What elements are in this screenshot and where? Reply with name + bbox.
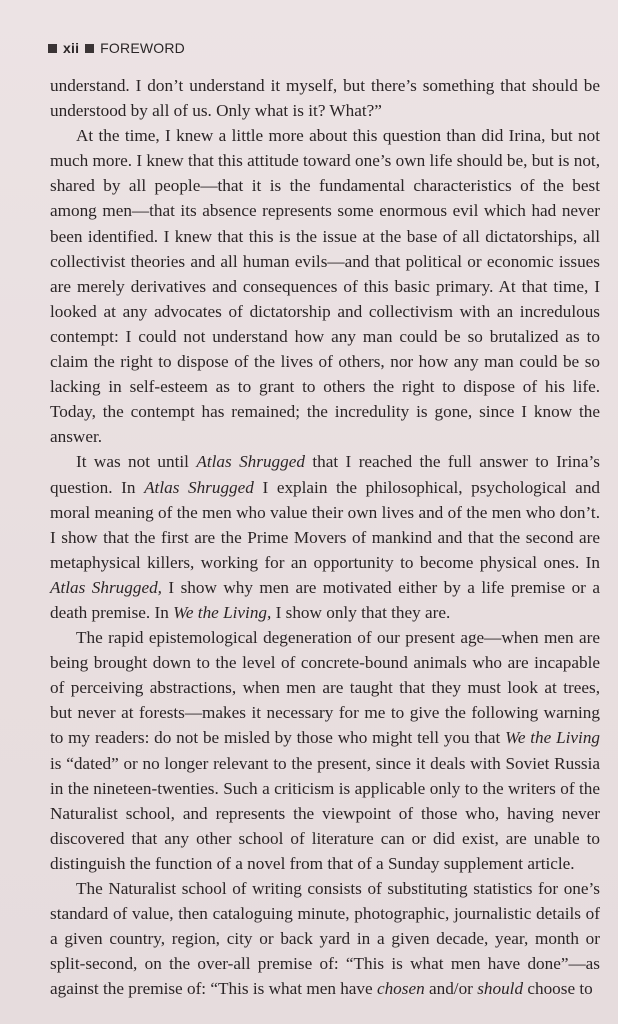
text-run: At the time, I knew a little more about this question than did Irina, but not much more. I knew that this attitude toward one’s own life should be, but is not, shared by all people—that it is the fundamental characteristics of the best among men—that its absence represents some enormous evil which had never been identified. I knew that this is the issue at the base of all dictatorships, all collectivist theories and all human evils—and that political or economic issues are merely derivatives and consequences of this basic primary. At that time, I looked at any advocates of dictatorship and collectivism with an incredulous contempt: I could not understand how any man could be so brutalized as to claim the right to dispose of the lives of others, nor how any man could be so lacking in self-esteem as to grant to others the right to dispose of his life. Today, the contempt has remained; the incredulity is gone, since I know the answer. — [50, 126, 600, 447]
header-square-icon — [85, 44, 94, 53]
text-run: I show only that they are. — [271, 602, 451, 622]
body-text — [50, 73, 600, 1001]
paragraph-5 — [50, 876, 600, 1001]
book-title-italic: Atlas Shrugged — [196, 452, 305, 472]
text-run: I show why men are motivated either by a life premise or a death premise. In — [50, 577, 600, 622]
book-title-italic: Atlas Shrugged — [144, 477, 254, 497]
text-run: choose to — [523, 979, 593, 999]
page-number: xii — [63, 40, 80, 56]
header-square-icon — [48, 44, 57, 53]
paragraph-1 — [50, 73, 600, 123]
book-title-italic: We the Living — [505, 728, 601, 748]
text-run: It was not until — [76, 452, 197, 472]
text-run: understand. I don’t understand it myself, but there’s something that should be understood by all of us. Only what is it? What?” — [50, 76, 600, 121]
text-run: is “dated” or no longer relevant to the present, since it deals with Soviet Russia in the nineteen-twenties. Such a criticism is applicable only to the writers of the Naturalist school, and represents the viewpoint of those who, having never discovered that any other school of literature can or did exist, are unable to distinguish the function of a novel from that of a Sunday supplement article. — [50, 753, 600, 873]
paragraph-3 — [50, 449, 600, 625]
running-header — [48, 40, 185, 56]
text-run: and/or — [424, 979, 478, 999]
book-title-italic: We the Living, — [173, 602, 272, 622]
emphasis-italic: should — [477, 979, 524, 999]
emphasis-italic: chosen — [376, 979, 425, 999]
paragraph-4 — [50, 625, 600, 876]
paragraph-2 — [50, 123, 600, 449]
text-run: The Naturalist school of writing consists of substituting statistics for one’s standard of value, then cataloguing minute, photographic, journalistic details of a given country, region, city or back yard in a given decade, year, month or split-second, on the over-all premise of: “This is what men have done”—as against the premise of: “This is what men have — [50, 879, 600, 999]
book-title-italic: Atlas Shrugged, — [50, 577, 162, 597]
section-title: FOREWORD — [100, 40, 185, 56]
text-run: I explain the philosophical, psychological and moral meaning of the men who value their own lives and of the men who don’t. I show that the first are the Prime Movers of mankind and that the second are metaphysical killers, working for an opportunity to become physical ones. In — [50, 477, 601, 572]
text-run: The rapid epistemological degeneration of our present age—when men are being brought down to the level of concrete-bound animals who are incapable of perceiving abstractions, when men are taught that they must look at trees, but never at forests—makes it necessary for me to give the following warning to my readers: do not be misled by those who might tell you that — [50, 628, 600, 748]
text-run: that I reached the full answer to Irina’s question. In — [50, 452, 600, 497]
